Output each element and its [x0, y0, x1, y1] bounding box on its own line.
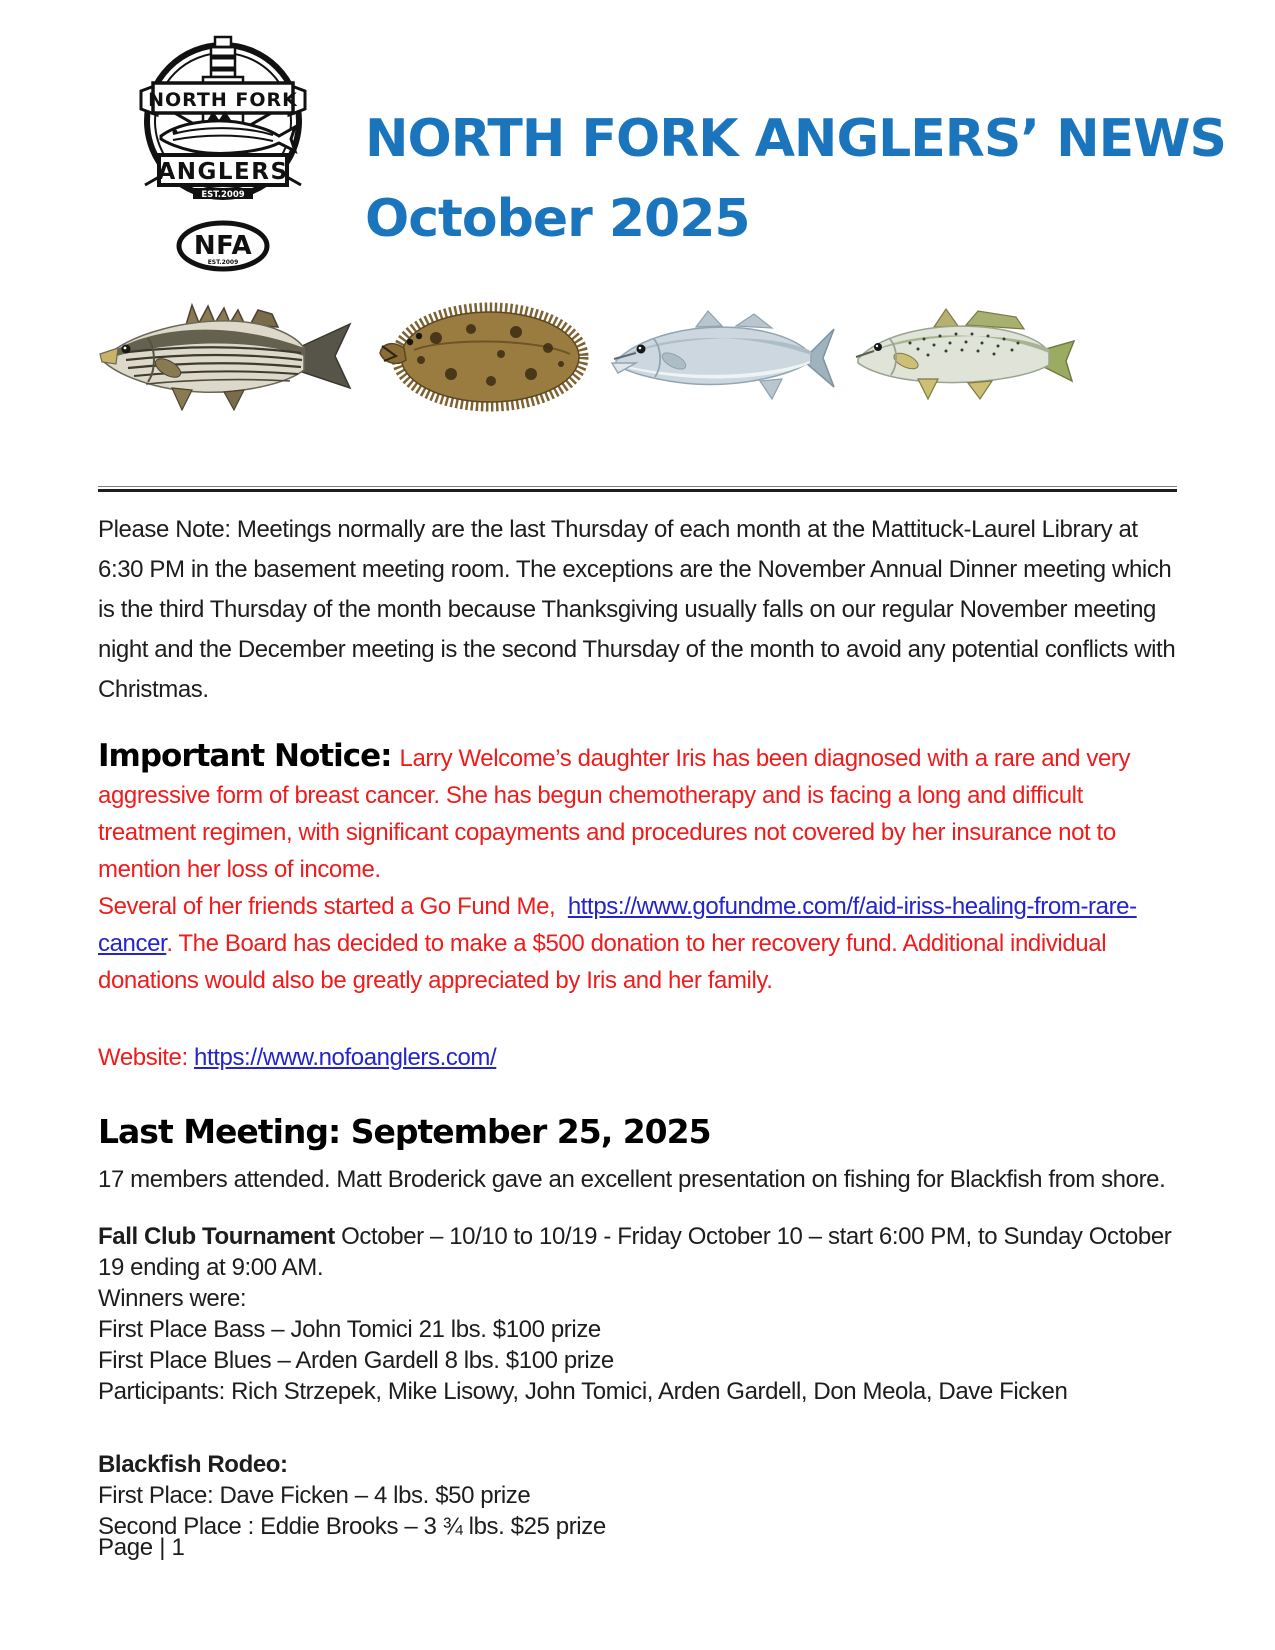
website-line [98, 1041, 1178, 1075]
club-logo [123, 33, 323, 272]
nfa-badge-icon [175, 220, 271, 272]
winner-bass: First Place Bass – John Tomici 21 lbs. $100 prize [98, 1316, 601, 1343]
important-notice [98, 738, 1178, 999]
fish-banner [0, 272, 1275, 420]
fall-tournament-details: October – 10/10 to 10/19 - Friday October 10 – start 6:00 PM, to Sunday October 19 ending at 9:00 AM. [98, 1223, 1172, 1281]
last-meeting-heading: Last Meeting: September 25, 2025 [98, 1112, 711, 1151]
logo-banner-top-text: NORTH FORK [148, 89, 298, 111]
header-divider [98, 486, 1177, 492]
website-link[interactable]: https://www.nofoanglers.com/ [194, 1044, 497, 1071]
header [0, 0, 1275, 272]
striped-bass-image [98, 298, 360, 416]
important-notice-heading: Important Notice: [98, 738, 392, 774]
blackfish-rodeo-heading: Blackfish Rodeo: [98, 1451, 288, 1478]
north-fork-anglers-logo-icon [123, 33, 323, 205]
gofundme-sentence [98, 888, 1178, 999]
winners-intro: Winners were: [98, 1285, 247, 1312]
meeting-schedule-note: Please Note: Meetings normally are the last Thursday of each month at the Mattituck-Laurel Library at 6:30 PM in the basement meeting room. The exceptions are the November Annual Dinner meeting which is the third Thursday of the month because Thanksgiving usually falls on our regular November meeting night and the December meeting is the second Thursday of the month to avoid any potential conflicts with Christmas. [98, 516, 1176, 703]
gofundme-link[interactable]: https://www.gofundme.com/f/aid-iriss-healing-from-rare-cancer [98, 893, 1137, 957]
fall-tournament [98, 1221, 1178, 1407]
winner-blues: First Place Blues – Arden Gardell 8 lbs. $100 prize [98, 1347, 614, 1374]
participants-list: Participants: Rich Strzepek, Mike Lisowy, John Tomici, Arden Gardell, Don Meola, Dave Ficken [98, 1378, 1068, 1405]
blackfish-rodeo [98, 1449, 1178, 1542]
gofundme-prefix: Several of her friends started a Go Fund Me, [98, 893, 568, 920]
gofundme-suffix: . The Board has decided to make a $500 donation to her recovery fund. Additional individual donations would also be greatly appreciated by Iris and her family. [98, 930, 1107, 994]
important-notice-body: Larry Welcome’s daughter Iris has been diagnosed with a rare and very aggressive form of breast cancer. She has begun chemotherapy and is facing a long and difficult treatment regimen, with significant copayments and procedures not covered by her insurance not to mention her loss of income. [98, 745, 1131, 883]
masthead [365, 33, 1226, 272]
fluke-image [374, 298, 596, 416]
page-number: Page | 1 [98, 1534, 185, 1561]
nfa-badge-est-text: EST.2009 [207, 259, 239, 266]
rodeo-first-place: First Place: Dave Ficken – 4 lbs. $50 prize [98, 1482, 531, 1509]
weakfish-image [850, 301, 1076, 413]
bluefish-image [610, 301, 836, 413]
rodeo-second-place: Second Place : Eddie Brooks – 3 ¾ lbs. $25 prize [98, 1513, 606, 1540]
nfa-badge-text: NFA [193, 231, 253, 261]
website-label: Website: [98, 1044, 188, 1071]
newsletter-issue-date: October 2025 [365, 189, 750, 249]
newsletter-title: NORTH FORK ANGLERS’ NEWS [365, 109, 1226, 169]
last-meeting-summary: 17 members attended. Matt Broderick gave an excellent presentation on fishing for Blackfish from shore. [98, 1166, 1166, 1193]
logo-est-text: EST.2009 [201, 190, 245, 200]
logo-banner-bottom-text: ANGLERS [157, 159, 289, 185]
fall-tournament-title: Fall Club Tournament [98, 1223, 335, 1250]
